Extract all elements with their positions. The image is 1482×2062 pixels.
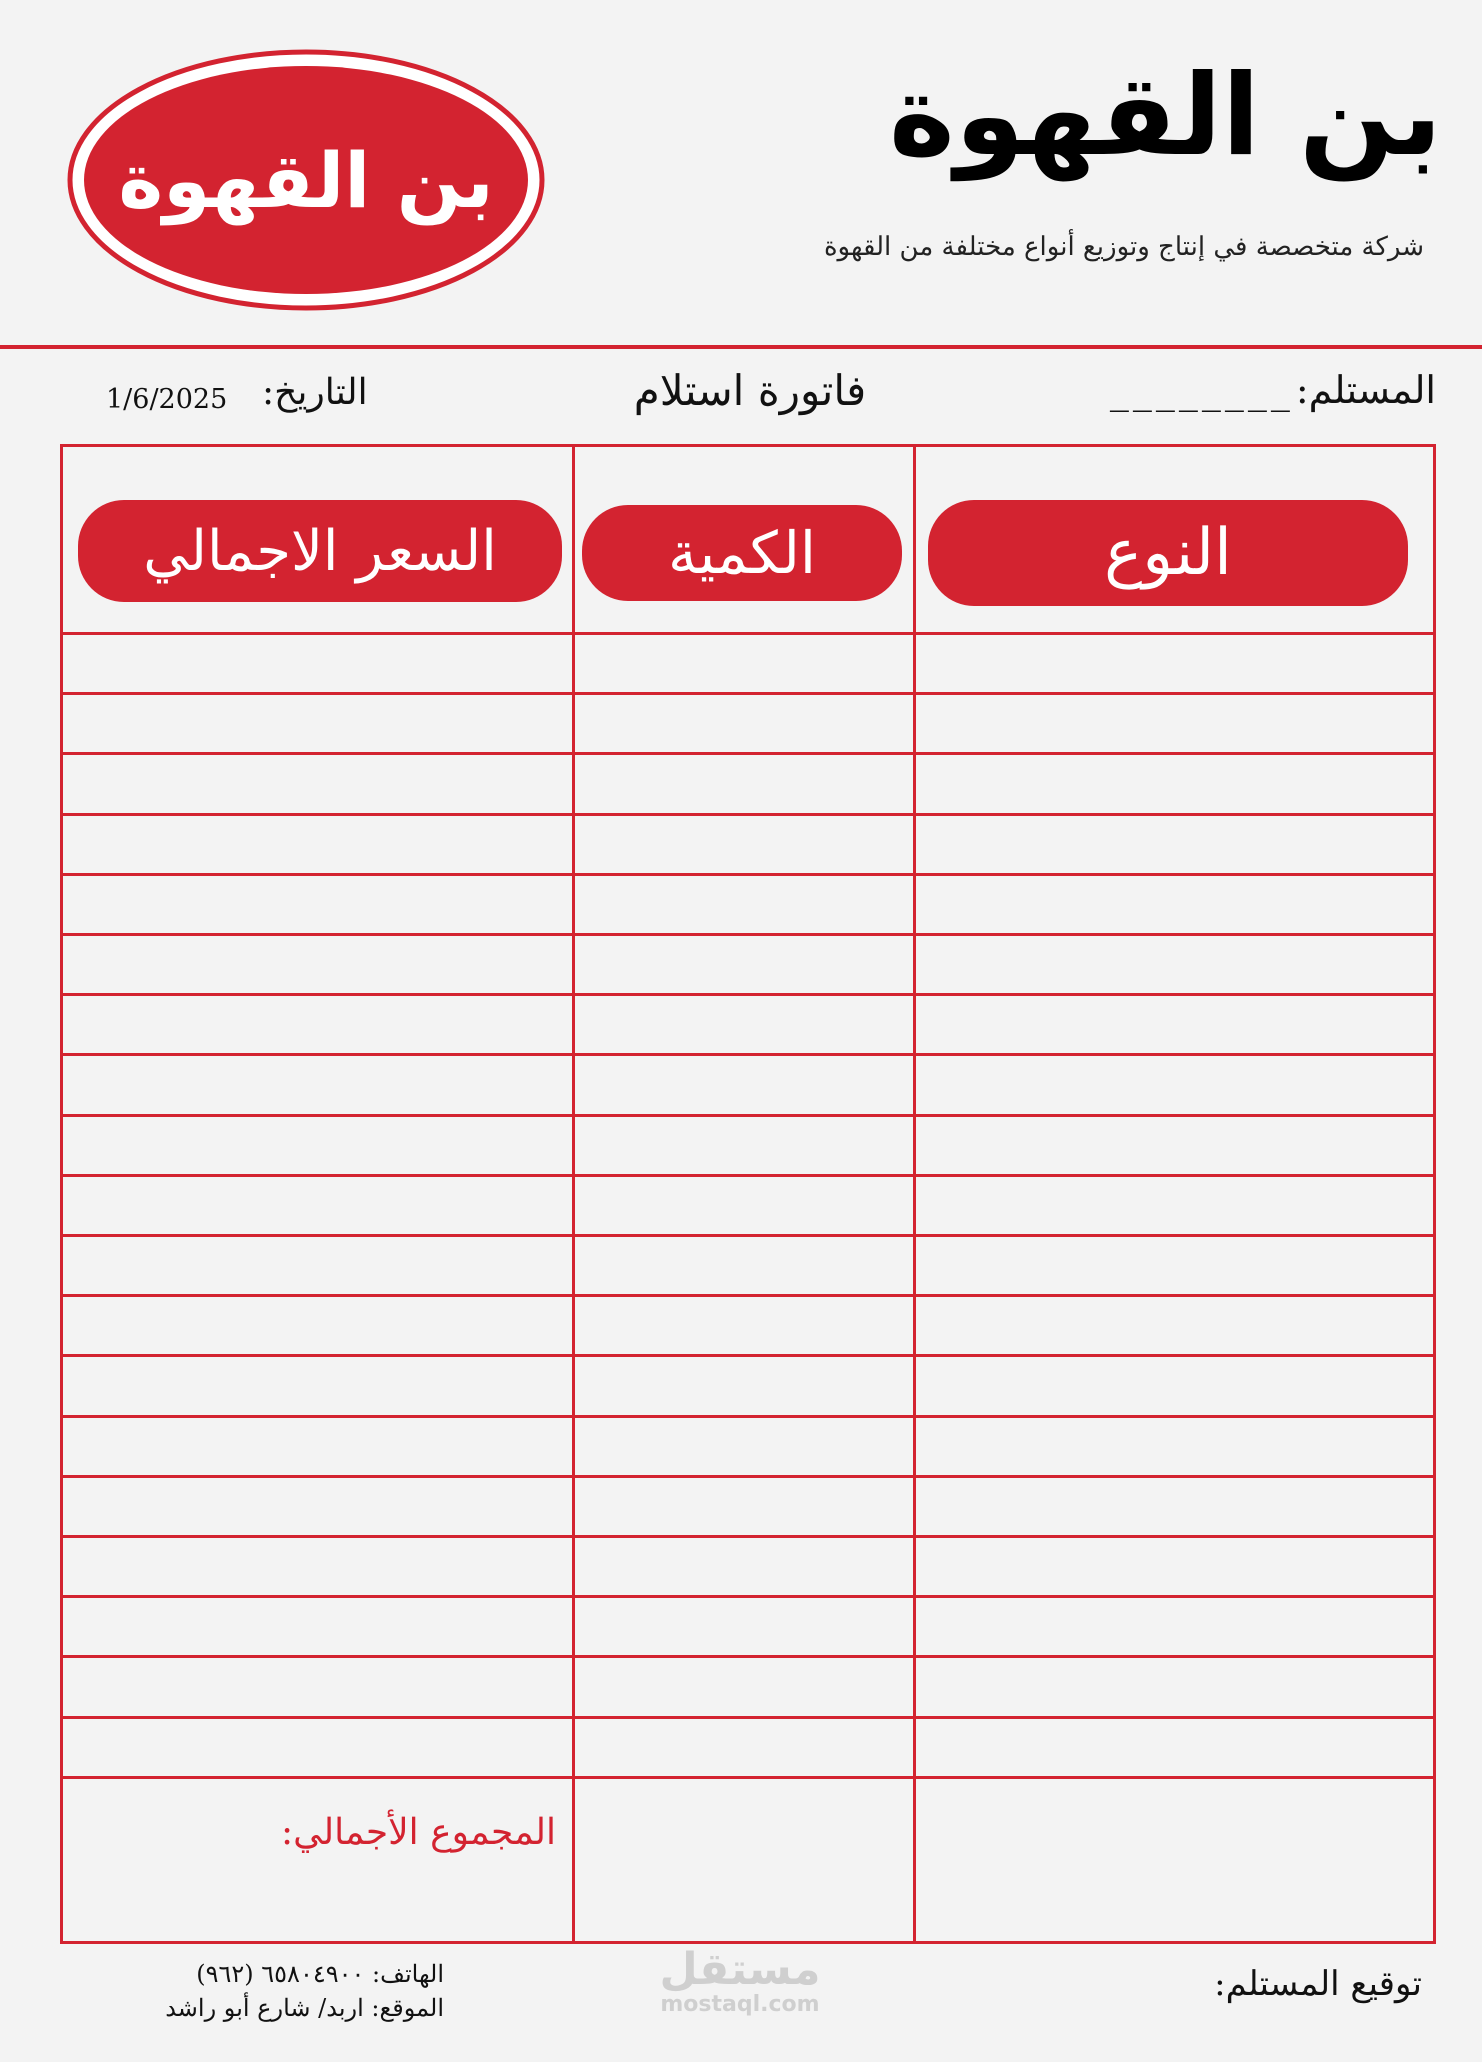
brand-subtitle: شركة متخصصة في إنتاج وتوزيع أنواع مختلفة من القهوة [823, 232, 1424, 262]
table-row-line [60, 1354, 1436, 1357]
recipient-blank[interactable]: ________ [1109, 368, 1294, 412]
phone-value: ٦٥٨٠٤٩٠٠ (٩٦٢) [196, 1960, 365, 1988]
recipient-label: المستلم: [1295, 368, 1436, 412]
column-header-type: النوع [928, 500, 1408, 606]
phone-label: الهاتف: [372, 1960, 444, 1988]
watermark-arabic: مستقل [659, 1944, 821, 1995]
table-row-line [60, 933, 1436, 936]
table-row-line [60, 1415, 1436, 1418]
header-divider [0, 345, 1482, 349]
location-value: اربد/ شارع أبو راشد [165, 1994, 364, 2022]
table-row-line [60, 1776, 1436, 1779]
invoice-title: فاتورة استلام [633, 366, 867, 415]
phone-line [196, 1960, 444, 1988]
column-header-quantity: الكمية [582, 505, 902, 601]
table-row-line [60, 752, 1436, 755]
table-row-line [60, 1234, 1436, 1237]
table-row-line [60, 1535, 1436, 1538]
table-row-line [60, 1655, 1436, 1658]
brand-logo [66, 48, 546, 313]
table-row-line [60, 1114, 1436, 1117]
table-row-line [60, 1053, 1436, 1056]
watermark-latin: mostaql.com [660, 1992, 820, 2017]
table-row-line [60, 1174, 1436, 1177]
table-row-line [60, 873, 1436, 876]
location-line [165, 1994, 444, 2022]
column-header-total-price: السعر الاجمالي [78, 500, 562, 602]
table-row-line [60, 692, 1436, 695]
date-value: 1/6/2025 [106, 384, 228, 415]
logo-text: بن القهوة [118, 136, 494, 225]
column-divider [572, 444, 575, 1944]
table-row-line [60, 1294, 1436, 1297]
column-divider [913, 444, 916, 1944]
table-row-line [60, 813, 1436, 816]
brand-title: بن القهوة [888, 51, 1442, 181]
table-row-line [60, 1716, 1436, 1719]
location-label: الموقع: [371, 1994, 444, 2022]
table-row-line [60, 1475, 1436, 1478]
date-label: التاريخ: [262, 372, 368, 413]
table-row-line [60, 632, 1436, 635]
invoice-table [60, 444, 1436, 1944]
table-row-line [60, 993, 1436, 996]
recipient-field[interactable] [1110, 368, 1436, 412]
grand-total-label: المجموع الأجمالي: [280, 1812, 556, 1853]
table-row-line [60, 1595, 1436, 1598]
signature-label: توقيع المستلم: [1214, 1964, 1422, 2004]
watermark [640, 1944, 840, 2017]
